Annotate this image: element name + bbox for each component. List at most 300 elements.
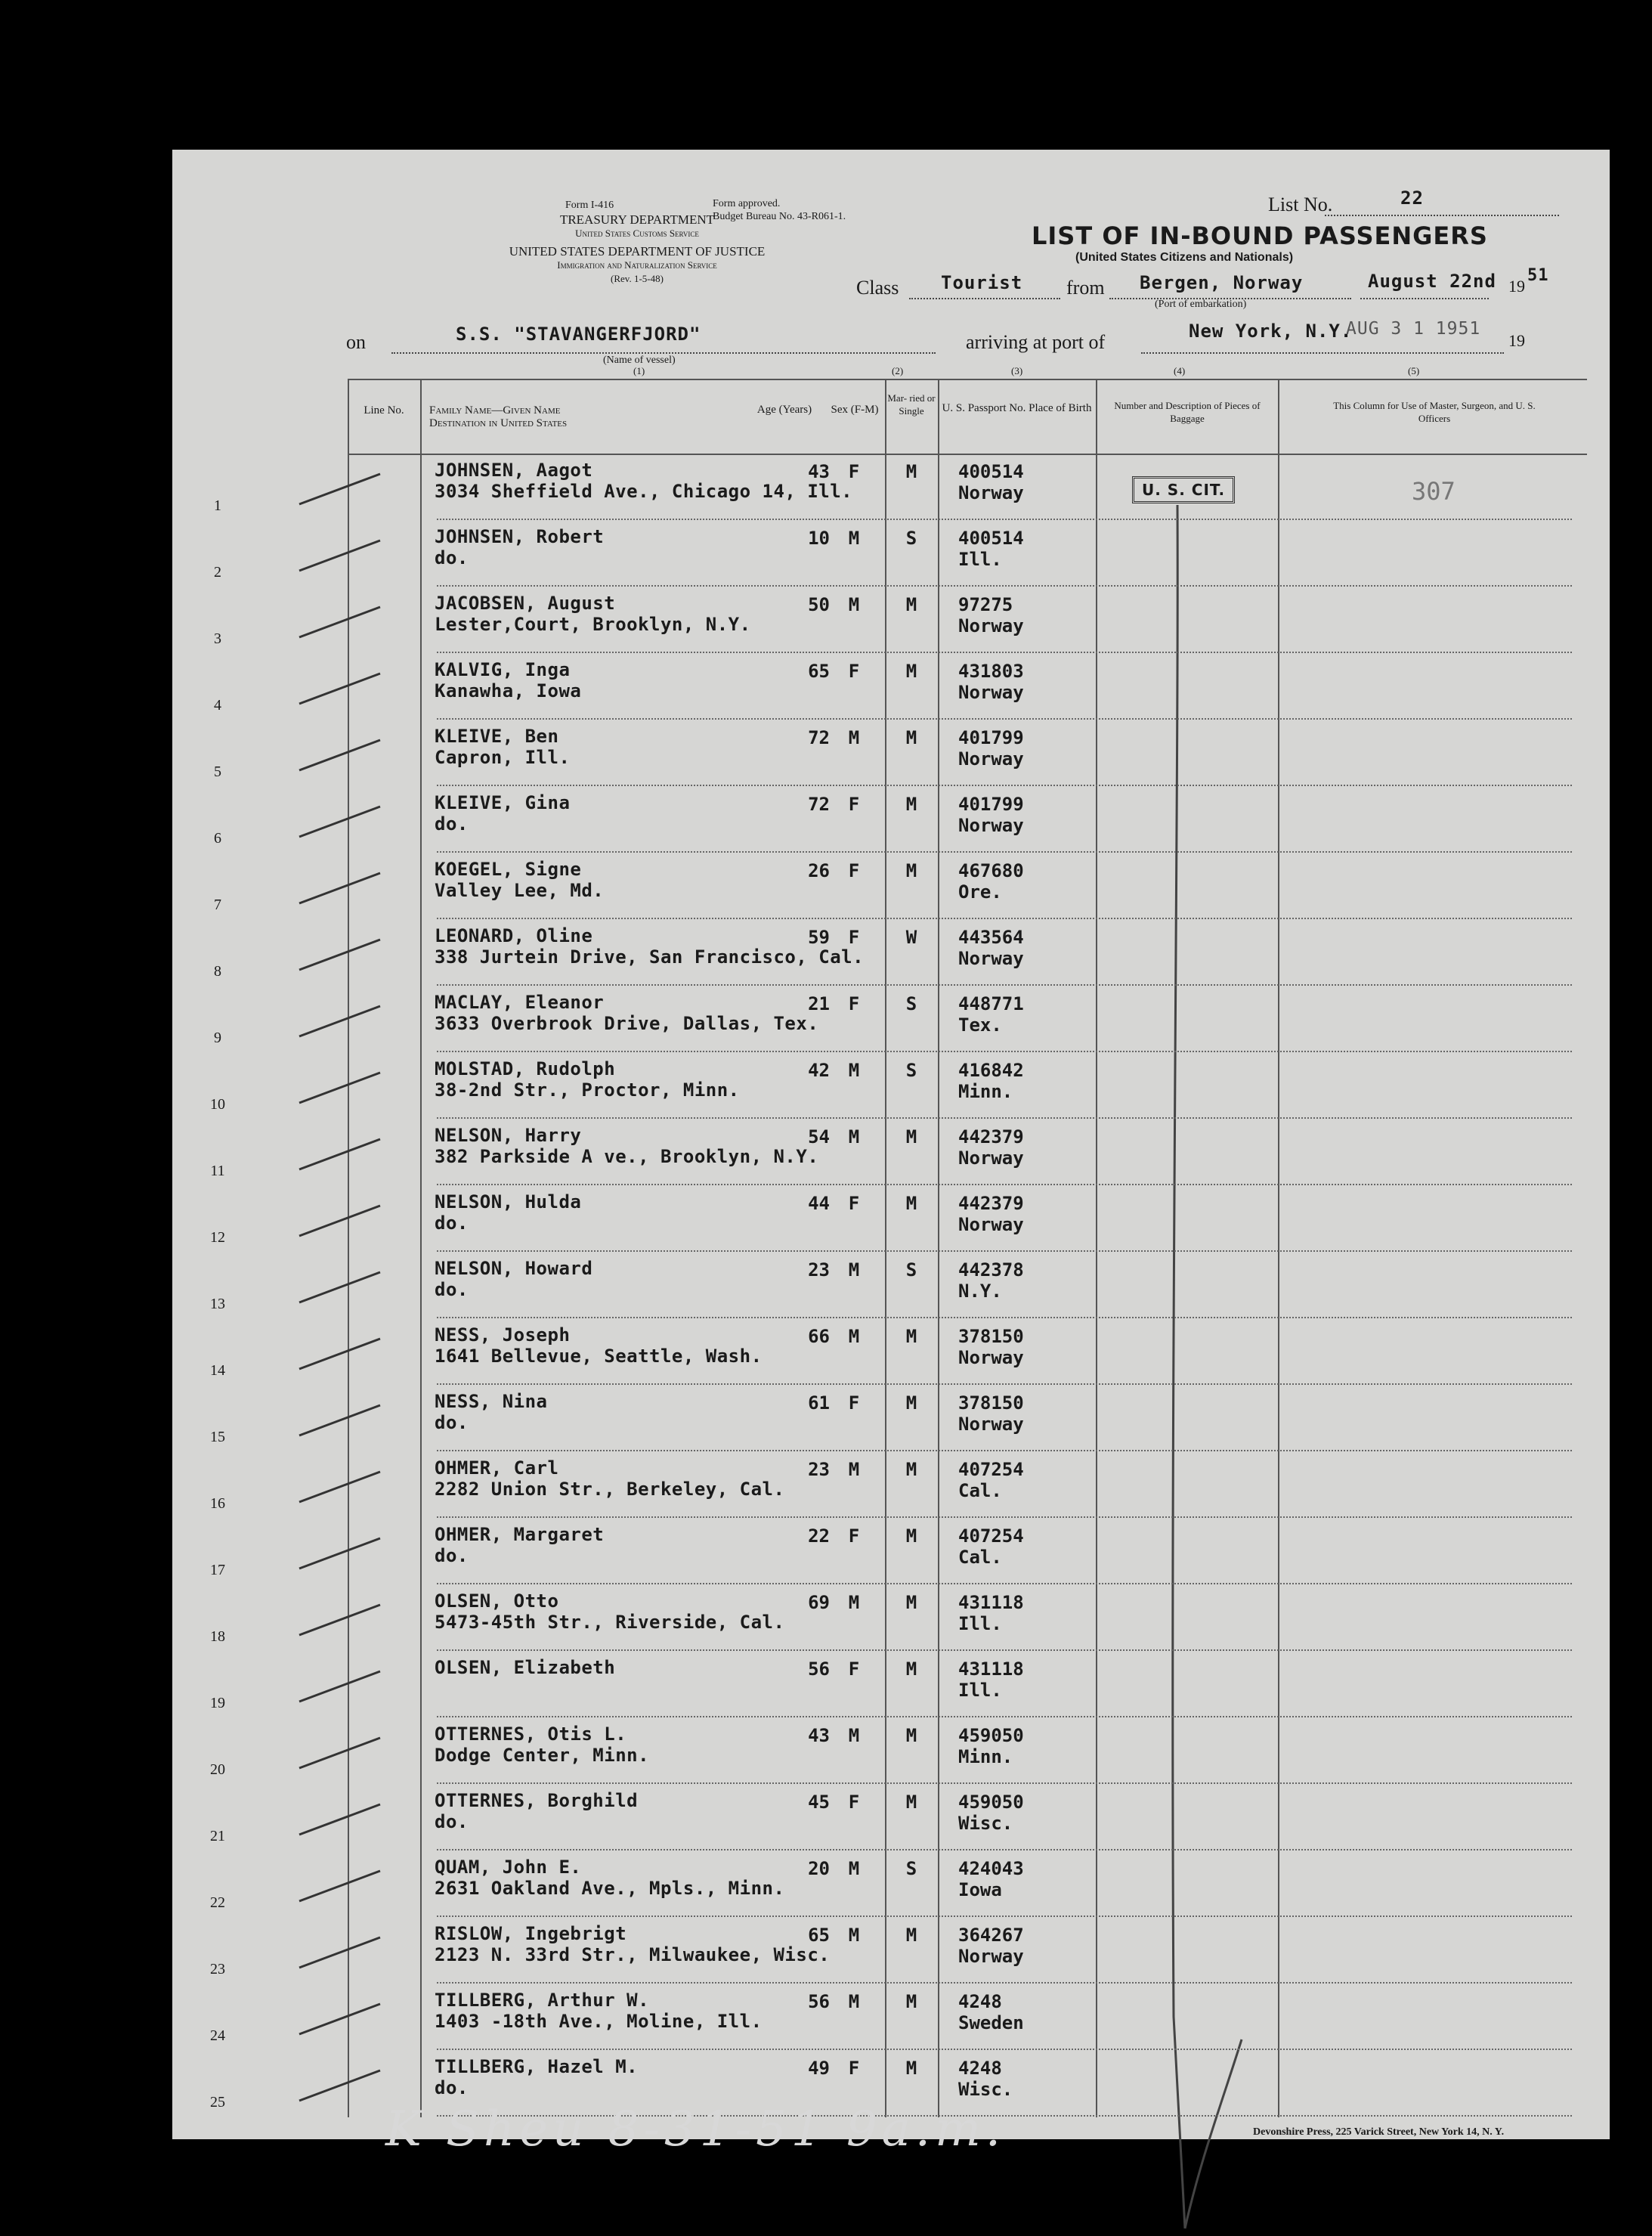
passenger-name: JOHNSEN, Aagot xyxy=(435,460,593,481)
class-value: Tourist xyxy=(941,272,1023,293)
form-approved: Form approved. xyxy=(713,198,781,209)
passenger-name: NELSON, Harry xyxy=(435,1125,582,1146)
passenger-sex: M xyxy=(848,1725,860,1746)
place-of-birth: Minn. xyxy=(958,1746,1013,1767)
passport-number: 442378 xyxy=(958,1259,1024,1281)
passenger-age: 69 xyxy=(808,1592,830,1613)
passenger-marital: S xyxy=(905,1060,917,1081)
passenger-marital: M xyxy=(905,1725,917,1746)
passenger-name: OTTERNES, Borghild xyxy=(435,1790,639,1811)
passenger-age: 43 xyxy=(808,461,830,482)
passenger-sex: M xyxy=(848,1925,860,1946)
place-of-birth: Tex. xyxy=(958,1014,1002,1036)
arrival-underline xyxy=(1141,352,1504,354)
passport-number: 4248 xyxy=(958,2058,1002,2079)
table-row xyxy=(172,1984,1610,2050)
table-row xyxy=(172,1119,1610,1185)
passenger-marital: M xyxy=(905,1925,917,1946)
passport-number: 459050 xyxy=(958,1725,1024,1746)
passenger-age: 72 xyxy=(808,794,830,815)
table-row xyxy=(172,853,1610,919)
passenger-age: 56 xyxy=(808,1658,830,1680)
place-of-birth: N.Y. xyxy=(958,1281,1002,1302)
table-row xyxy=(172,1185,1610,1252)
passenger-age: 43 xyxy=(808,1725,830,1746)
from-value: Bergen, Norway xyxy=(1140,272,1304,293)
check-mark-icon xyxy=(293,1002,384,1040)
line-number: 19 xyxy=(210,1695,225,1711)
treasury-dept: TREASURY DEPARTMENT xyxy=(559,212,715,227)
passenger-destination: do. xyxy=(435,1279,469,1300)
line-number: 6 xyxy=(214,830,221,847)
check-mark-icon xyxy=(293,670,384,708)
passenger-age: 21 xyxy=(808,993,830,1014)
table-row xyxy=(172,1717,1610,1784)
col-num-4: (4) xyxy=(1174,365,1186,376)
place-of-birth: Cal. xyxy=(958,1547,1002,1568)
passenger-marital: M xyxy=(905,1658,917,1680)
line-number: 18 xyxy=(210,1628,225,1645)
budget-bureau: Budget Bureau No. 43-R061-1. xyxy=(713,211,846,222)
passenger-age: 61 xyxy=(808,1392,830,1414)
ins-service: Immigration and Naturalization Service xyxy=(557,259,717,271)
table-row xyxy=(172,1917,1610,1984)
passenger-name: JOHNSEN, Robert xyxy=(435,526,605,547)
table-row xyxy=(172,1651,1610,1717)
line-number: 5 xyxy=(214,763,221,780)
passenger-name: NESS, Nina xyxy=(435,1391,548,1412)
check-mark-icon xyxy=(293,537,384,574)
passenger-destination: Valley Lee, Md. xyxy=(435,880,605,901)
passenger-destination: 3633 Overbrook Drive, Dallas, Tex. xyxy=(435,1013,819,1034)
passenger-sex: F xyxy=(848,2058,860,2079)
passenger-name: NELSON, Hulda xyxy=(435,1191,582,1212)
passport-number: 459050 xyxy=(958,1792,1024,1813)
col-num-1: (1) xyxy=(633,365,645,376)
passenger-destination: Dodge Center, Minn. xyxy=(435,1745,650,1766)
passenger-age: 56 xyxy=(808,1991,830,2012)
vessel-name: S.S. "STAVANGERFJORD" xyxy=(456,324,701,345)
passenger-destination: Lester,Court, Brooklyn, N.Y. xyxy=(435,614,751,635)
table-row xyxy=(172,520,1610,587)
passenger-age: 20 xyxy=(808,1858,830,1879)
place-of-birth: Cal. xyxy=(958,1480,1002,1501)
passenger-destination: do. xyxy=(435,813,469,835)
passenger-destination: do. xyxy=(435,1412,469,1433)
passenger-destination: do. xyxy=(435,1811,469,1832)
passenger-marital: S xyxy=(905,1858,917,1879)
passenger-name: NESS, Joseph xyxy=(435,1324,571,1346)
passenger-name: OHMER, Carl xyxy=(435,1457,559,1479)
passport-number: 424043 xyxy=(958,1858,1024,1879)
passport-number: 401799 xyxy=(958,727,1024,748)
line-number: 9 xyxy=(214,1030,221,1046)
header-passport: U. S. Passport No. Place of Birth xyxy=(942,402,1092,414)
passenger-sex: M xyxy=(848,1991,860,2012)
header-name: Family Name—Given Name xyxy=(429,404,561,417)
passenger-marital: S xyxy=(905,1259,917,1281)
passenger-age: 44 xyxy=(808,1193,830,1214)
passenger-destination: 38-2nd Str., Proctor, Minn. xyxy=(435,1079,740,1101)
passenger-name: LEONARD, Oline xyxy=(435,925,593,946)
check-mark-icon xyxy=(293,1202,384,1240)
passenger-age: 50 xyxy=(808,594,830,615)
date-year: 51 xyxy=(1527,266,1549,285)
table-row xyxy=(172,1318,1610,1385)
header-married: Mar- ried or Single xyxy=(887,392,936,417)
line-number: 10 xyxy=(210,1096,225,1113)
line-number: 12 xyxy=(210,1229,225,1246)
passenger-sex: M xyxy=(848,1126,860,1147)
passenger-age: 49 xyxy=(808,2058,830,2079)
passenger-marital: W xyxy=(905,927,917,948)
passport-number: 431118 xyxy=(958,1658,1024,1680)
header-officers: This Column for Use of Master, Surgeon, and U. S. Officers xyxy=(1333,400,1536,424)
table-row xyxy=(172,1385,1610,1451)
passenger-age: 59 xyxy=(808,927,830,948)
justice-dept: UNITED STATES DEPARTMENT OF JUSTICE xyxy=(509,244,766,259)
passenger-sex: M xyxy=(848,1459,860,1480)
check-mark-icon xyxy=(293,1069,384,1107)
check-mark-icon xyxy=(293,1268,384,1306)
place-of-birth: Ill. xyxy=(958,1613,1002,1634)
passenger-sex: M xyxy=(848,1259,860,1281)
passenger-destination: 2123 N. 33rd Str., Milwaukee, Wisc. xyxy=(435,1944,831,1965)
line-number: 21 xyxy=(210,1828,225,1844)
passenger-name: MACLAY, Eleanor xyxy=(435,992,605,1013)
passport-number: 448771 xyxy=(958,993,1024,1014)
passenger-age: 22 xyxy=(808,1525,830,1547)
passenger-name: QUAM, John E. xyxy=(435,1857,582,1878)
class-label: Class xyxy=(856,277,899,299)
date-value: August 22nd xyxy=(1368,271,1496,292)
header-sex: Sex (F-M) xyxy=(831,404,879,416)
place-of-birth: Norway xyxy=(958,615,1024,636)
passport-number: 401799 xyxy=(958,794,1024,815)
arriving-label: arriving at port of xyxy=(966,331,1106,353)
col-num-2: (2) xyxy=(892,365,904,376)
passenger-sex: F xyxy=(848,993,860,1014)
line-number: 24 xyxy=(210,2027,225,2044)
passenger-age: 10 xyxy=(808,528,830,549)
passenger-age: 42 xyxy=(808,1060,830,1081)
passport-number: 407254 xyxy=(958,1459,1024,1480)
passenger-marital: M xyxy=(905,461,917,482)
passport-number: 400514 xyxy=(958,528,1024,549)
header-age: Age (Years) xyxy=(756,404,812,416)
place-of-birth: Ill. xyxy=(958,1680,1002,1701)
line-number: 4 xyxy=(214,697,221,714)
passenger-marital: M xyxy=(905,1792,917,1813)
from-label: from xyxy=(1066,277,1105,299)
passenger-age: 66 xyxy=(808,1326,830,1347)
check-mark-icon xyxy=(293,736,384,774)
passenger-sex: M xyxy=(848,1592,860,1613)
list-no-value: 22 xyxy=(1400,187,1424,209)
passport-number: 443564 xyxy=(958,927,1024,948)
place-of-birth: Norway xyxy=(958,1214,1024,1235)
place-of-birth: Ore. xyxy=(958,881,1002,903)
table-top-border xyxy=(348,379,1587,380)
table-row xyxy=(172,786,1610,853)
place-of-birth: Norway xyxy=(958,482,1024,503)
place-of-birth: Norway xyxy=(958,1147,1024,1169)
line-number: 11 xyxy=(210,1163,225,1179)
passenger-marital: M xyxy=(905,1459,917,1480)
line-number: 13 xyxy=(210,1296,225,1312)
passenger-name: OLSEN, Otto xyxy=(435,1590,559,1612)
passenger-sex: M xyxy=(848,1858,860,1879)
passenger-sex: F xyxy=(848,661,860,682)
passenger-age: 23 xyxy=(808,1259,830,1281)
table-row xyxy=(172,1784,1610,1850)
passenger-destination: 1641 Bellevue, Seattle, Wash. xyxy=(435,1346,763,1367)
check-mark-icon xyxy=(293,936,384,974)
line-number: 14 xyxy=(210,1362,225,1379)
passenger-name: KALVIG, Inga xyxy=(435,659,571,680)
passenger-name: TILLBERG, Hazel M. xyxy=(435,2056,639,2077)
arrival-19: 19 xyxy=(1508,331,1525,350)
passenger-sex: F xyxy=(848,1392,860,1414)
check-mark-icon xyxy=(293,1668,384,1705)
passport-number: 400514 xyxy=(958,461,1024,482)
passenger-marital: M xyxy=(905,1525,917,1547)
passport-number: 407254 xyxy=(958,1525,1024,1547)
check-mark-icon xyxy=(293,1468,384,1506)
passenger-sex: F xyxy=(848,1193,860,1214)
passenger-age: 72 xyxy=(808,727,830,748)
passenger-marital: M xyxy=(905,2058,917,2079)
line-number: 20 xyxy=(210,1761,225,1778)
on-label: on xyxy=(346,331,366,353)
place-of-birth: Norway xyxy=(958,1946,1024,1967)
passport-number: 467680 xyxy=(958,860,1024,881)
passenger-marital: M xyxy=(905,594,917,615)
header-baggage: Number and Description of Pieces of Baggage xyxy=(1114,400,1261,424)
officer-number: 307 xyxy=(1412,477,1456,506)
passenger-age: 65 xyxy=(808,1925,830,1946)
passport-number: 442379 xyxy=(958,1193,1024,1214)
passenger-marital: M xyxy=(905,661,917,682)
place-of-birth: Norway xyxy=(958,682,1024,703)
check-mark-icon xyxy=(293,1535,384,1572)
check-mark-icon xyxy=(293,2000,384,2038)
passenger-marital: M xyxy=(905,1592,917,1613)
table-row xyxy=(172,653,1610,720)
passport-number: 4248 xyxy=(958,1991,1002,2012)
place-of-birth: Norway xyxy=(958,1414,1024,1435)
passenger-marital: M xyxy=(905,1126,917,1147)
passenger-name: TILLBERG, Arthur W. xyxy=(435,1990,650,2011)
passenger-destination: do. xyxy=(435,1212,469,1234)
line-number: 16 xyxy=(210,1495,225,1512)
inspector-signature: K Sheu 8-31-51 9a.m. xyxy=(385,2101,1006,2157)
list-no-label: List No. xyxy=(1268,194,1333,215)
passenger-name: KOEGEL, Signe xyxy=(435,859,582,880)
place-of-birth: Ill. xyxy=(958,549,1002,570)
passport-number: 442379 xyxy=(958,1126,1024,1147)
passenger-age: 65 xyxy=(808,661,830,682)
passport-number: 378150 xyxy=(958,1326,1024,1347)
header-line-no: Line No. xyxy=(364,404,404,417)
line-number: 2 xyxy=(214,564,221,581)
manifest-page xyxy=(172,150,1610,2139)
check-mark-icon xyxy=(293,869,384,907)
passport-number: 97275 xyxy=(958,594,1013,615)
place-of-birth: Sweden xyxy=(958,2012,1024,2033)
check-mark-icon xyxy=(293,1801,384,1838)
col-num-5: (5) xyxy=(1408,365,1420,376)
arrival-date-stamp: AUG 3 1 1951 xyxy=(1346,319,1481,339)
passenger-destination: Kanawha, Iowa xyxy=(435,680,582,701)
passenger-age: 23 xyxy=(808,1459,830,1480)
check-mark-icon xyxy=(293,2067,384,2104)
line-number: 15 xyxy=(210,1429,225,1445)
check-mark-icon xyxy=(293,1335,384,1373)
line-number: 23 xyxy=(210,1961,225,1977)
passenger-sex: F xyxy=(848,927,860,948)
form-subtitle: (United States Citizens and Nationals) xyxy=(1075,251,1294,264)
passport-number: 364267 xyxy=(958,1925,1024,1946)
place-of-birth: Minn. xyxy=(958,1081,1013,1102)
passenger-name: OHMER, Margaret xyxy=(435,1524,605,1545)
table-row xyxy=(172,587,1610,653)
check-mark-icon xyxy=(293,1401,384,1439)
passenger-name: JACOBSEN, August xyxy=(435,593,616,614)
passenger-sex: F xyxy=(848,794,860,815)
check-mark-icon xyxy=(293,1867,384,1905)
passenger-destination: do. xyxy=(435,547,469,568)
passport-number: 416842 xyxy=(958,1060,1024,1081)
line-number: 3 xyxy=(214,630,221,647)
revision: (Rev. 1-5-48) xyxy=(611,273,664,284)
table-row xyxy=(172,1584,1610,1651)
header-destination: Destination in United States xyxy=(429,417,568,429)
passenger-marital: M xyxy=(905,1193,917,1214)
table-row xyxy=(172,919,1610,986)
passenger-name: NELSON, Howard xyxy=(435,1258,593,1279)
list-no-underline xyxy=(1325,215,1559,216)
passenger-age: 45 xyxy=(808,1792,830,1813)
date-underline xyxy=(1360,298,1489,299)
passenger-marital: S xyxy=(905,528,917,549)
passenger-sex: M xyxy=(848,1326,860,1347)
check-mark-icon xyxy=(293,1135,384,1173)
passenger-destination: do. xyxy=(435,2077,469,2098)
passenger-sex: F xyxy=(848,860,860,881)
line-number: 7 xyxy=(214,897,221,913)
passenger-destination: 3034 Sheffield Ave., Chicago 14, Ill. xyxy=(435,481,853,502)
passport-number: 378150 xyxy=(958,1392,1024,1414)
table-row xyxy=(172,720,1610,786)
us-citizen-stamp: U. S. CIT. xyxy=(1132,476,1235,503)
passenger-sex: M xyxy=(848,528,860,549)
passenger-sex: F xyxy=(848,1658,860,1680)
check-mark-icon xyxy=(293,1734,384,1772)
passenger-marital: M xyxy=(905,1392,917,1414)
table-row xyxy=(172,454,1610,520)
form-title: LIST OF IN-BOUND PASSENGERS xyxy=(1032,221,1488,250)
table-row xyxy=(172,1451,1610,1518)
passenger-destination: 2282 Union Str., Berkeley, Cal. xyxy=(435,1479,785,1500)
vessel-caption: (Name of vessel) xyxy=(603,355,676,366)
passenger-name: OTTERNES, Otis L. xyxy=(435,1723,627,1745)
table-row xyxy=(172,1252,1610,1318)
table-row xyxy=(172,1518,1610,1584)
place-of-birth: Norway xyxy=(958,748,1024,770)
passport-number: 431803 xyxy=(958,661,1024,682)
port-caption: (Port of embarkation) xyxy=(1155,299,1247,310)
check-mark-icon xyxy=(293,603,384,641)
passenger-marital: S xyxy=(905,993,917,1014)
passenger-destination: do. xyxy=(435,1545,469,1566)
passenger-name: MOLSTAD, Rudolph xyxy=(435,1058,616,1079)
passenger-destination: 1403 -18th Ave., Moline, Ill. xyxy=(435,2011,763,2032)
check-mark-icon xyxy=(293,803,384,841)
form-number: Form I-416 xyxy=(565,200,614,211)
table-row xyxy=(172,986,1610,1052)
col-num-3: (3) xyxy=(1011,365,1023,376)
passenger-age: 54 xyxy=(808,1126,830,1147)
place-of-birth: Wisc. xyxy=(958,2079,1013,2100)
place-of-birth: Norway xyxy=(958,815,1024,836)
passenger-name: OLSEN, Elizabeth xyxy=(435,1657,616,1678)
place-of-birth: Iowa xyxy=(958,1879,1002,1900)
vessel-underline xyxy=(391,352,936,354)
passport-number: 431118 xyxy=(958,1592,1024,1613)
passenger-name: KLEIVE, Ben xyxy=(435,726,559,747)
printer-credit: Devonshire Press, 225 Varick Street, New York 14, N. Y. xyxy=(1253,2126,1505,2138)
customs-service: United States Customs Service xyxy=(575,228,699,239)
place-of-birth: Wisc. xyxy=(958,1813,1013,1834)
check-mark-icon xyxy=(293,1601,384,1639)
class-underline xyxy=(909,298,1060,299)
passenger-marital: M xyxy=(905,860,917,881)
place-of-birth: Norway xyxy=(958,1347,1024,1368)
date-19: 19 xyxy=(1508,277,1525,296)
line-number: 17 xyxy=(210,1562,225,1578)
line-number: 1 xyxy=(214,497,221,514)
passenger-sex: M xyxy=(848,1060,860,1081)
passenger-name: RISLOW, Ingebrigt xyxy=(435,1923,627,1944)
passenger-age: 26 xyxy=(808,860,830,881)
passenger-destination: 5473-45th Str., Riverside, Cal. xyxy=(435,1612,785,1633)
passenger-marital: M xyxy=(905,1326,917,1347)
table-row xyxy=(172,1052,1610,1119)
arrival-port: New York, N.Y. xyxy=(1189,321,1353,342)
passenger-sex: F xyxy=(848,1525,860,1547)
passenger-name: KLEIVE, Gina xyxy=(435,792,571,813)
passenger-marital: M xyxy=(905,727,917,748)
passenger-destination: 2631 Oakland Ave., Mpls., Minn. xyxy=(435,1878,785,1899)
passenger-destination: 382 Parkside A ve., Brooklyn, N.Y. xyxy=(435,1146,819,1167)
place-of-birth: Norway xyxy=(958,948,1024,969)
passenger-destination: 338 Jurtein Drive, San Francisco, Cal. xyxy=(435,946,865,968)
check-mark-icon xyxy=(293,1934,384,1971)
passenger-marital: M xyxy=(905,794,917,815)
line-number: 22 xyxy=(210,1894,225,1911)
passenger-sex: F xyxy=(848,461,860,482)
passenger-sex: M xyxy=(848,727,860,748)
passenger-destination: Capron, Ill. xyxy=(435,747,571,768)
check-mark-icon xyxy=(293,470,384,508)
table-row xyxy=(172,1850,1610,1917)
line-number: 25 xyxy=(210,2094,225,2111)
line-number: 8 xyxy=(214,963,221,980)
passenger-sex: M xyxy=(848,594,860,615)
passenger-sex: F xyxy=(848,1792,860,1813)
passenger-marital: M xyxy=(905,1991,917,2012)
